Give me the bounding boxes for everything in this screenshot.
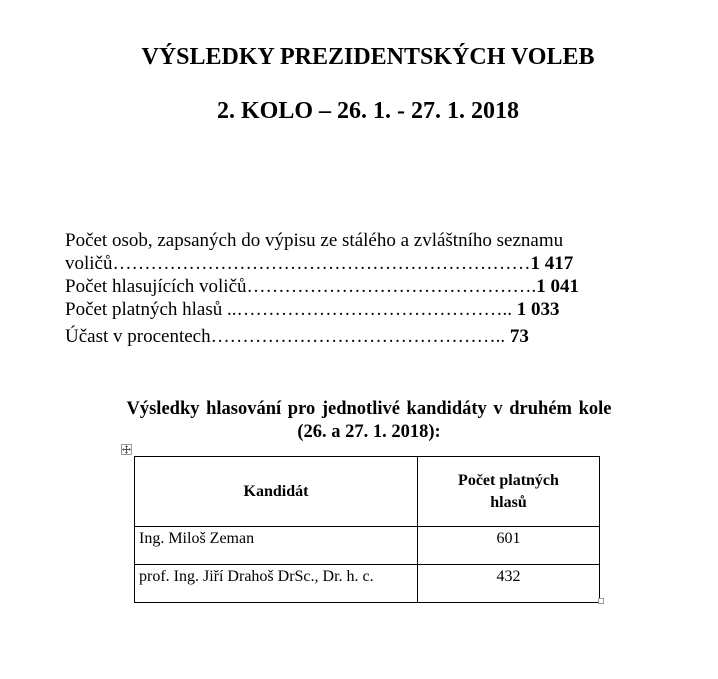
stat-label: Počet osob, zapsaných do výpisu ze stálého a zvláštního seznamu	[65, 230, 564, 251]
column-header-votes: Počet platných hlasů	[417, 457, 599, 527]
stat-label: Počet platných hlasů ..……………………………………..	[65, 299, 517, 320]
candidate-votes: 432	[417, 565, 599, 603]
document-title: VÝSLEDKY PREZIDENTSKÝCH VOLEB	[141, 44, 595, 70]
candidate-votes: 601	[417, 527, 599, 565]
stat-registered-voters-line1	[65, 230, 563, 252]
stat-value: 1 033	[516, 299, 560, 320]
stat-label: Účast v procentech………………………………………..	[65, 326, 510, 347]
round-title: 2. KOLO – 26. 1. - 27. 1. 2018	[216, 98, 519, 124]
stat-registered-voters-line2	[65, 253, 573, 275]
stat-value: 1 417	[530, 253, 574, 274]
table-row	[135, 565, 600, 603]
resize-square-icon[interactable]	[598, 598, 604, 604]
stat-turnout	[65, 326, 529, 348]
stat-label: voličů…………………………………………………………	[65, 253, 531, 274]
stat-valid-votes	[65, 299, 560, 321]
results-heading-line2: (26. a 27. 1. 2018):	[297, 422, 441, 442]
candidate-name: Ing. Miloš Zeman	[135, 527, 418, 565]
stat-value: 1 041	[536, 276, 580, 297]
candidate-name: prof. Ing. Jiří Drahoš DrSc., Dr. h. c.	[135, 565, 418, 603]
column-header-candidate: Kandidát	[135, 457, 418, 527]
table-header-row	[135, 457, 600, 527]
table-row	[135, 527, 600, 565]
stat-label: Počet hlasujících voličů……………………………………….	[65, 276, 537, 297]
results-table	[134, 456, 600, 603]
move-arrows-icon[interactable]	[121, 444, 132, 455]
results-heading-line1: Výsledky hlasování pro jednotlivé kandidáty v druhém kole	[126, 399, 612, 419]
stat-value: 73	[509, 326, 529, 347]
stat-voting-voters	[65, 276, 579, 298]
